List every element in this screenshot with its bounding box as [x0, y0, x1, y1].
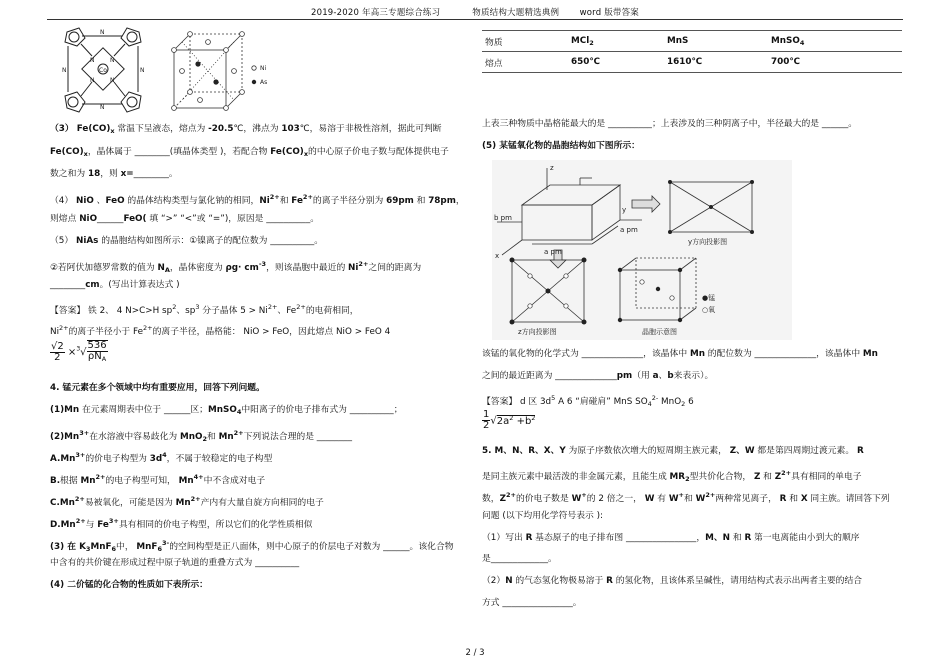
option-c: $C.Mn^{2+}$易被氧化，可能是因为 $Mn^{2+}$产内有大量自旋方向相同的电子: [50, 495, 324, 508]
r-line-4: 之间的最近距离为 ______________pm（用 a、b来表示）。: [482, 371, 714, 381]
q5-nias-line-1: （5） NiAs 的晶胞结构如图所示：①镍离子的配位数为 __________。: [50, 236, 324, 246]
r-line-3: 该锰的氧化物的化学式为 ______________，该晶体中 Mn 的配位数为 ______________，该晶体中 Mn: [482, 349, 878, 359]
melting-point-table: [482, 30, 902, 73]
q4-nio-line-2: 则熔点 NiO______FeO( 填 “>” “<”或 “=”)，原因是 __________。: [50, 214, 320, 224]
svg-text:N: N: [100, 104, 105, 111]
header-title: 2019-2020 年高三专题综合练习: [310, 8, 441, 18]
page-number: 2 / 3: [465, 648, 485, 658]
q4-part-2: $(2)Mn^{3+}$在水溶液中容易歧化为 MnO$_2$和 $Mn^{2+}$下列说法合理的是 ________: [50, 429, 352, 443]
table-header-cell: MnSO$_4$: [768, 31, 902, 52]
r-line-2: (5) 某锰氧化物的晶胞结构如下图所示：: [482, 141, 640, 151]
q4-part-1: (1)Mn 在元素周期表中位于 ______区；MnSO$_4$中阳离子的价电子排布式为 __________；: [50, 405, 403, 416]
a-pm-label-2: a pm: [620, 226, 638, 234]
header-format: word 版带答案: [579, 8, 639, 18]
table-cell: 1610℃: [664, 52, 768, 73]
y-projection-caption: y方向投影图: [688, 238, 728, 246]
header-rule: [47, 19, 903, 20]
axis-z-label: z: [550, 164, 554, 172]
r-answer-formula: $\frac{1}{2}$ $√2a^2 +b^2$: [483, 409, 536, 431]
table-header-cell: MCl$_2$: [568, 31, 664, 52]
q5-part-2-cont: 方式 ________________。: [482, 598, 582, 608]
q3-line-2: $Fe(CO)_x$，晶体属于 ________(填晶体类型 )，若配合物 $Fe(CO)_x$的中心原子价电子数与配体提供电子: [50, 147, 449, 158]
svg-text:N: N: [100, 29, 105, 36]
table-header-cell: 物质: [482, 31, 568, 52]
q5-nias-line-3: ________cm。(写出计算表达式 ): [50, 280, 180, 290]
option-b: B.根据 $Mn^{2+}$的电子构型可知， $Mn^{4+}$中不含成对电子: [50, 473, 266, 486]
axis-y-label: y: [622, 206, 627, 214]
q3-line-3: 数之和为 18，则 x=________。: [50, 169, 178, 179]
q4-nio-line-1: （4） NiO 、FeO 的晶体结构类型与氯化钠的相同，$Ni^{2+}$和 $Fe^{2+}$的离子半径分别为 69pm 和 78pm，: [50, 193, 465, 206]
page-header: [0, 6, 950, 18]
svg-text:N: N: [110, 57, 115, 64]
answer-line-1: 【答案】 铁 2、 4 N>C>H $sp^2$、$sp^3$ 分子晶体 $5 > Ni^{2+}$、$Fe^{2+}$的电荷相同，: [50, 303, 359, 316]
table-cell: 650℃: [568, 52, 664, 73]
q5-line-1: 5. M、N、R、X、Y 为原子序数依次增大的短周期主族元素， Z、W 都是第四周期过渡元素。 R: [482, 446, 864, 456]
table-row-label: 熔点: [482, 52, 568, 73]
svg-text:Co: Co: [99, 67, 107, 74]
svg-text:N: N: [110, 77, 115, 84]
axis-x-label: x: [495, 252, 500, 260]
q3-line-1: （3） $Fe(CO)_x$ 常温下呈液态，熔点为 -20.5℃，沸点为 103℃，易溶于非极性溶剂，据此可判断: [50, 124, 442, 135]
manganese-oxide-figure-image: [492, 160, 792, 340]
q5-part-1: （1）写出 R 基态原子的电子排布图 ________________，M、N 和 R 第一电离能由小到大的顺序: [482, 533, 860, 543]
q5-line-4: 问题 (以下均用化学符号表示 ):: [482, 511, 603, 521]
r-line-1: 上表三种物质中晶格能最大的是 __________；上表涉及的三种阴离子中，半径最大的是 ______。: [482, 119, 858, 129]
b-pm-label: b pm: [494, 214, 512, 222]
q5-line-3: 数，$Z^{2+}$的价电子数是 W+的 2 倍之一， W 有 W+和 $W^{2+}$两种常见离子， R 和 X 同主族。请回答下列: [482, 491, 890, 504]
nias-unit-cell-image: [168, 28, 288, 116]
legend-as-label: As: [260, 79, 268, 86]
table-row: [482, 52, 902, 73]
answer-formula: $\frac{√2}{2}$ ×$^3$√ $\frac{536}{\rho N_A}$: [51, 340, 107, 363]
legend-o-label: ○氧: [702, 306, 716, 314]
option-d: $D.Mn^{2+}$与 $Fe^{3+}$具有相同的价电子构型，所以它们的化学性质相似: [50, 517, 313, 530]
table-header-cell: MnS: [664, 31, 768, 52]
a-pm-label: a pm: [544, 248, 562, 256]
q4-part-4: (4) 二价锰的化合物的性质如下表所示：: [50, 580, 208, 590]
r-answer-line: 【答案】 d 区 $3d^5$ A 6 “肩碰肩” MnS $SO_4^{2-}$ MnO$_2$ 6: [482, 394, 694, 408]
q5-part-1-cont: 是_____________。: [482, 554, 557, 564]
legend-ni-label: Ni: [260, 65, 267, 72]
q5-line-2: 是同主族元素中最活泼的非金属元素，且能生成 $MR_2$型共价化合物， Z 和 $Z^{2+}$具有相同的单电子: [482, 469, 862, 483]
svg-text:N: N: [90, 57, 95, 64]
cell-caption: 晶胞示意图: [642, 328, 677, 336]
q4-part-3-line-2: 中含有的共价键在形成过程中原子轨道的重叠方式为 __________: [50, 558, 300, 568]
q4-title: 4. 锰元素在多个领域中均有重要应用，回答下列问题。: [50, 383, 265, 393]
svg-text:N: N: [62, 67, 67, 74]
svg-text:N: N: [140, 67, 145, 74]
legend-mn-label: ●锰: [702, 294, 716, 302]
answer-line-2: $Ni^{2+}$的离子半径小于 $Fe^{2+}$的离子半径，晶格能： NiO > FeO，因此熔点 NiO > FeO 4: [50, 324, 391, 337]
molecule-structure-image: [52, 24, 154, 120]
table-header-row: [482, 31, 902, 52]
q5-part-2: （2）N 的气态氢化物极易溶于 R 的氢化物，且该体系呈碱性，请用结构式表示出两者主要的结合: [482, 576, 863, 586]
header-subtitle: 物质结构大题精选典例: [472, 8, 560, 18]
option-a: $A.Mn^{3+}$的价电子构型为 $3d^4$，不属于较稳定的电子构型: [50, 451, 273, 464]
table-cell: 700℃: [768, 52, 902, 73]
q5-nias-line-2: ②若阿伏加德罗常数的值为 $N_A$，晶体密度为 $\rho g\cdot cm^{-3}$，则该晶胞中最近的 $Ni^{2+}$之间的距离为: [50, 260, 422, 274]
svg-text:N: N: [90, 77, 95, 84]
z-projection-caption: z方向投影图: [518, 328, 557, 336]
q4-part-3-line-1: (3) 在 $K_3MnF_6$中， MnF$_6^{3-}$的空间构型是正八面体，则中心原子的价层电子对数为 ______。该化合物: [50, 539, 454, 553]
